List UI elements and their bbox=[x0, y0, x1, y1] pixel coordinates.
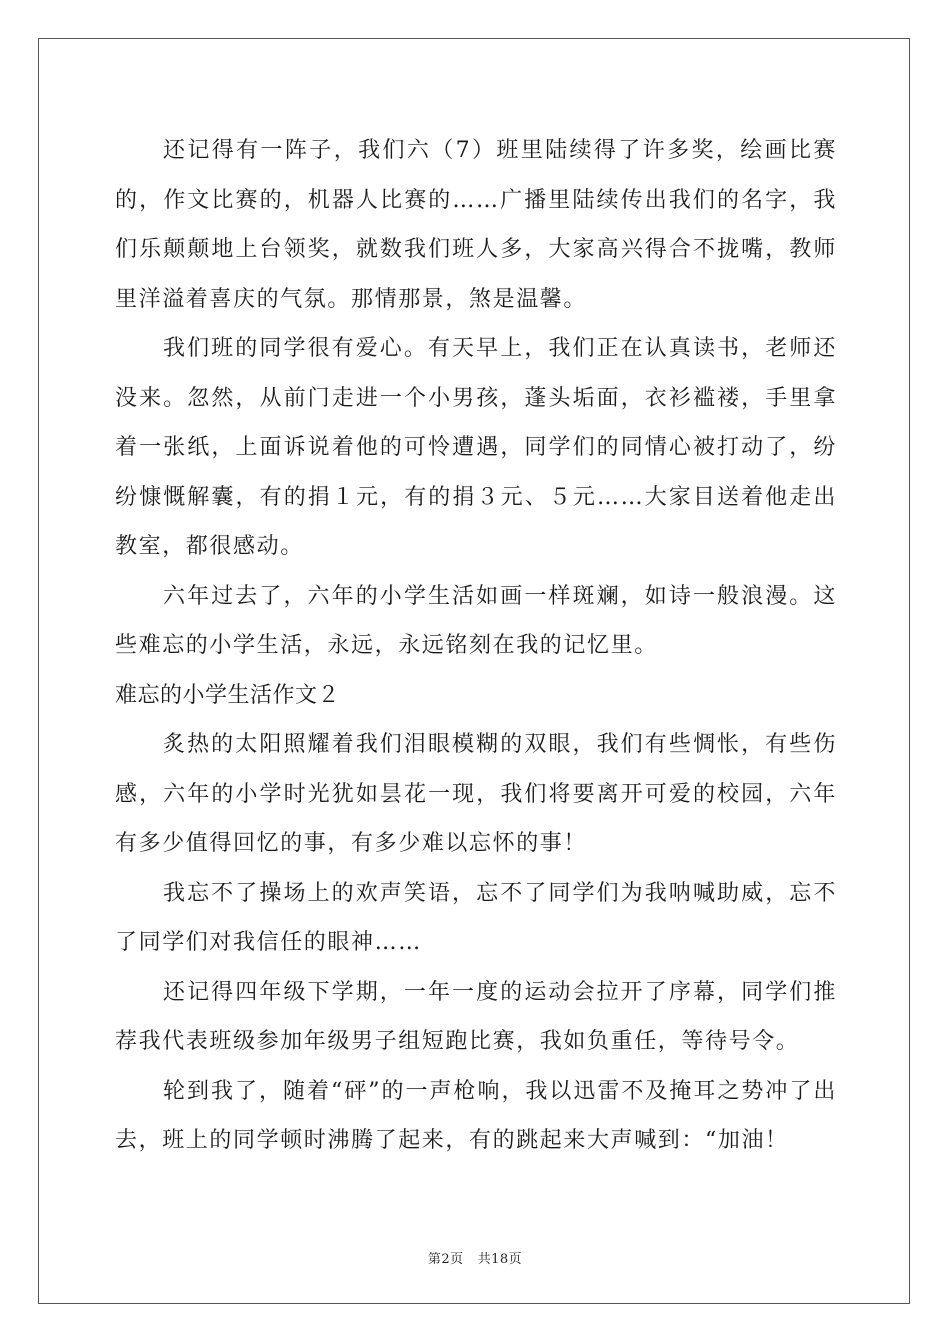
paragraph: 六年过去了，六年的小学生活如画一样斑斓，如诗一般浪漫。这些难忘的小学生活，永远，永远铭刻在我的记忆里。 bbox=[115, 583, 837, 658]
paragraph: 轮到我了，随着“砰”的一声枪响，我以迅雷不及掩耳之势冲了出去，班上的同学顿时沸腾了起来，有的跳起来大声喊到：“加油！ bbox=[115, 1078, 837, 1153]
document-body bbox=[115, 126, 837, 1166]
paragraph: 我们班的同学很有爱心。有天早上，我们正在认真读书，老师还没来。忽然，从前门走进一个小男孩，蓬头垢面，衣衫褴褛，手里拿着一张纸，上面诉说着他的可怜遭遇，同学们的同情心被打动了，纷纷慷慨解囊，有的捐１元，有的捐３元、５元……大家目送着他走出教室，都很感动。 bbox=[115, 336, 837, 559]
section-title: 难忘的小学生活作文２ bbox=[115, 682, 341, 708]
paragraph: 炙热的太阳照耀着我们泪眼模糊的双眼，我们有些惆怅，有些伤感，六年的小学时光犹如昙花一现，我们将要离开可爱的校园，六年有多少值得回忆的事，有多少难以忘怀的事！ bbox=[115, 732, 837, 856]
page-total: 共18页 bbox=[477, 1252, 523, 1267]
paragraph: 还记得有一阵子，我们六（7）班里陆续得了许多奖，绘画比赛的，作文比赛的，机器人比赛的……广播里陆续传出我们的名字，我们乐颠颠地上台领奖，就数我们班人多，大家高兴得合不拢嘴，教师里洋溢着喜庆的气氛。那情那景，煞是温馨。 bbox=[115, 138, 837, 312]
page-number: 第2页 bbox=[427, 1252, 464, 1267]
paragraph: 我忘不了操场上的欢声笑语，忘不了同学们为我呐喊助威，忘不了同学们对我信任的眼神…… bbox=[115, 880, 837, 955]
page-footer bbox=[0, 1248, 950, 1267]
paragraph: 还记得四年级下学期，一年一度的运动会拉开了序幕，同学们推荐我代表班级参加年级男子组短跑比赛，我如负重任，等待号令。 bbox=[115, 979, 837, 1054]
